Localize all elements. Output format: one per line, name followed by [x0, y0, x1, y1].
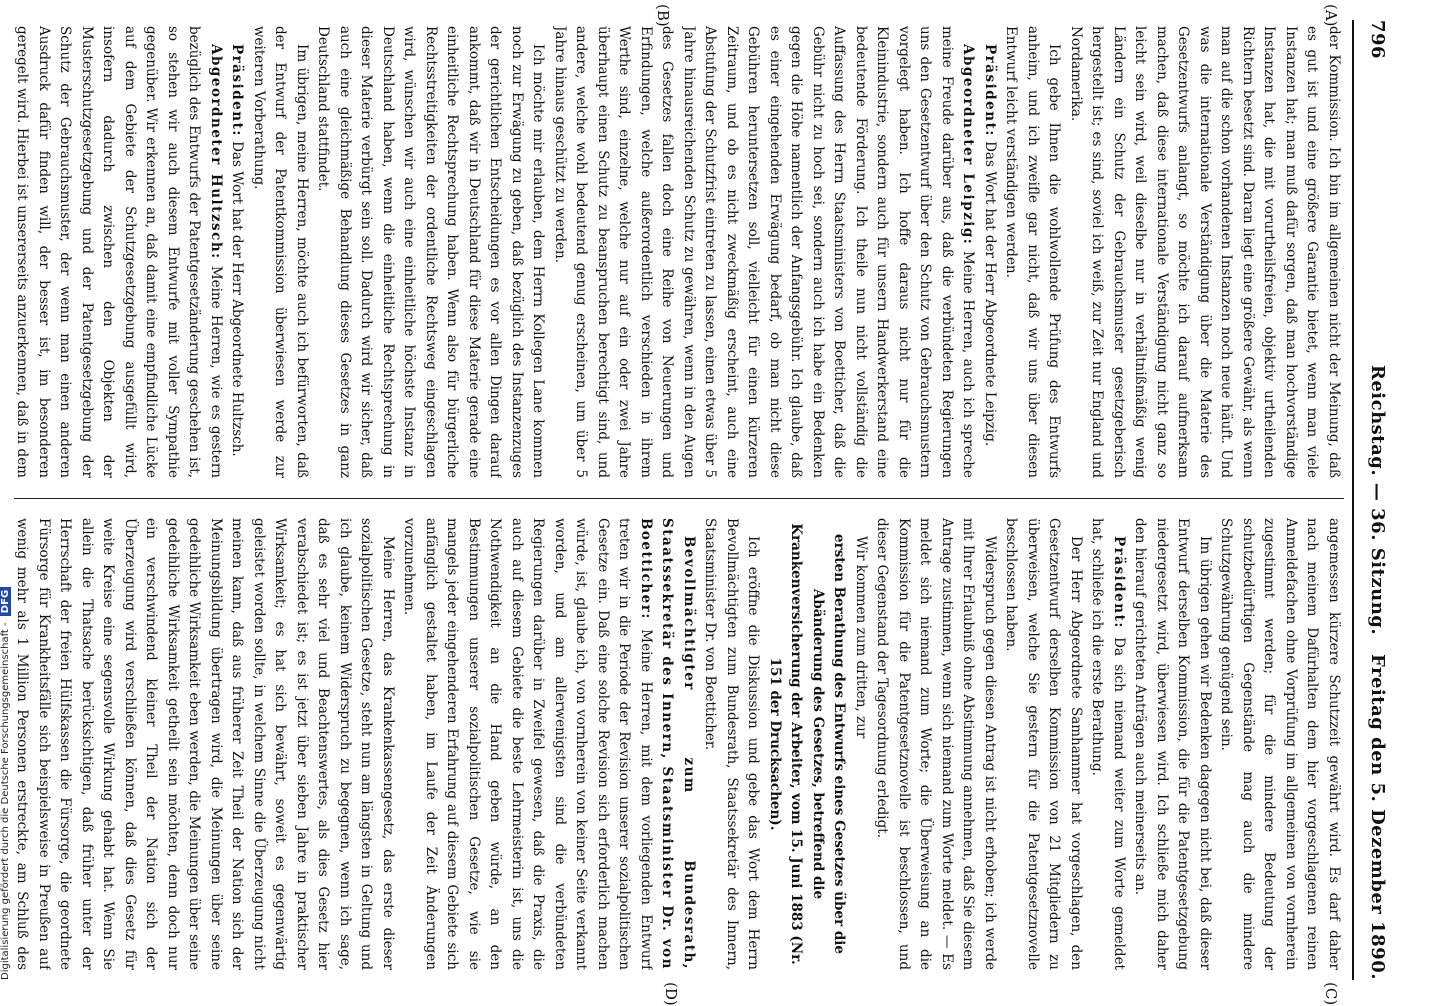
paragraph-text: der Kommission. Ich bin im allgemeinen nicht der Meinung, daß es gut ist und eine größere Garantie bietet, wenn man viele Instanzen hat; man muß dafür sorgen, daß man hochvorständige Instanzen hat, die mit vorurtheilsfreien, objektiv urtheilenden Richtern besetzt sind. Daran liegt eine größere Gewähr, als wenn man auf die schon vorhandenen Instanzen noch neue häuft. Und was die internationale Verständigung über die Materie des Gesetzentwurfs anlangt, so möchte ich darauf aufmerksam machen, daß diese internationale Verständigung nicht ganz so leicht sein wird, weil dieselbe nur in verhältnißmäßig wenig Ländern ein Schutz der Gebrauchsmuster gesetzgeberisch hergestellt ist; es sind, soviel ich weiß, zur Zeit nur England und Nordamerika.: [1068, 26, 1342, 478]
paragraph: [1000, 518, 1086, 970]
footer-credit: Digitalisierung gefördert durch die Deutsche Forschungsgemeinschaft - DFG: [0, 587, 11, 980]
speaker-name: Abgeordneter Leipzig:: [960, 44, 977, 246]
paragraph: [312, 26, 549, 478]
paragraph: [248, 26, 313, 478]
paragraph-text: Das Wort hat der Herr Abgeordnete Leipzig.: [982, 136, 998, 447]
paragraph-text: angemessen kürzere Schutzzeit gewährt wird. Es darf daher nach meinem Dafürhalten dem hier vorgeschlagenen reinen Anmeldefachen ohne Vorprüfung im allgemeinen von vornherein zugestimmt werden; für die mindere Bedeutung der schutzbedürftigen Gegenstände mag auch die mindere Schutzgewährung genügend sein.: [1218, 518, 1342, 970]
page-header: [1352, 20, 1392, 980]
margin-marker-d: (D): [662, 982, 680, 1006]
paragraph: [871, 518, 1000, 970]
paragraph-text: Der Herr Abgeordnete Samhammer hat vorgeschlagen, den Gesetzentwurf derselben Kommission von 21 Mitgliedern zu überweisen, welche Sie gestern für die Patentgesetznovelle beschlossen haben.: [1003, 518, 1084, 970]
page-title: Reichstag. — 36. Sitzung.: [1367, 364, 1388, 636]
paragraph-text: Meine Herren, wie es gestern bezüglich des Entwurfs der Patentgesetzänderung geschehen ist, so stehen wir auch diesem Entwurfe mit voller Sympathie gegenüber. Wir erkennen an, daß damit eine empfindliche Lücke auf dem Gebiete der Schutzgesetzgebung ausgefüllt wird, insofern dadurch zwischen den Objekten der Musterschutzgesetzgebung und der Patentgesetzgebung der Schutz der Gebrauchsmuster, der wenn man einen anderen Ausdruck dafür finden will, der besser ist, im besonderen geregelt wird. Hierbei ist unsererseits anzuerkennen, daß in dem: [14, 26, 224, 478]
paragraph: [850, 518, 872, 970]
paragraph: [979, 26, 1001, 478]
paragraph-text: Da sich niemand weiter zum Worte gemeldet hat, schließe ich die erste Berathung.: [1089, 518, 1127, 970]
margin-marker-a: (A): [1322, 4, 1340, 27]
column-divider: [14, 498, 1344, 499]
paragraph: [1000, 26, 1065, 478]
paragraph-text: Ich möchte mir erlauben, dem Herrn Kollegen Lane kommen noch zur Erwägung zu geben, daß bezüglich des Instanzenzuges der gerichtlichen Entscheidungen es vor allen Dingen darauf ankommt, daß wir in Deutschland für diese Materie gerade eine einheitliche Rechtsprechung haben. Wenn also für bürgerliche Rechtsstreitigkeiten der ordentliche Rechtsweg eingeschlagen wird, wünschen wir auch eine einheitliche höchste Instanz in Deutschland haben, wenn die einheitliche Rechtsprechung in dieser Materie verbürgt sein soll. Dadurch wird wir sicher, daß auch eine gleichmäßige Behandlung dieses Gesetzes in ganz Deutschland stattfindet.: [315, 26, 547, 478]
margin-marker-c: (C): [1322, 982, 1340, 1006]
paragraph-text: Das Wort hat der Herr Abgeordnete Hultzsch.: [229, 136, 246, 457]
margin-marker-b: (B): [654, 4, 672, 27]
paragraph-text: ersten Berathung des Entwurfs eines Gesetzes über die Abänderung des Gesetzes, betreffend die Krankenversicherung der Arbeiter, vom 15. Juni 1883 (Nr. 151 der Drucksachen).: [767, 523, 848, 965]
paragraph-text: Meine Herren, mit dem vorliegenden Entwurf treten wir in die Periode der Revision unserer sozialpolitischen Gesetze ein. Daß eine solche Revision sich erforderlich machen würde, ist, glaube ich, von vornherein von keiner Seite verkannt worden, und am allerwenigsten sind die verbündeten Regierungen darüber in Zweifel gewesen, daß die Praxis, die auch auf diesem Gebiete die beste Lehrmeisterin ist, uns die Nothwendigkeit an die Hand geben würde, an den Bestimmungen unserer sozialpolitischen Gesetze, wie sie mangels jeder eingehenderen Erfahrung auf diesem Gebiete sich anfänglich gestaltet haben, im Laufe der Zeit Änderungen vorzunehmen.: [401, 518, 654, 970]
paragraph: [549, 26, 979, 478]
paragraph: [1086, 518, 1129, 970]
speaker-name: Präsident:: [982, 44, 998, 137]
right-column: [14, 518, 1344, 970]
paragraph-text: Meine Herren, auch ich spreche meine Freude darüber aus, daß die verbündeten Regierungen uns den Gesetzentwurf über den Schutz von Gebrauchsmustern vorgelegt haben. Ich hoffe daraus nicht nur für die Kleinindustrie, sondern auch für unsern Handwerkerstand eine bedeutende Förderung. Ich theile nun nicht vollständig die Auffassung des Herrn Staatsministers von Boetticher, daß die Gebühr nicht zu hoch sei, sondern auch ich habe ein Bedenken gegen die Höhe namentlich der Anfangsgebühr. Ich glaube, daß es einer eingehenden Erwägung bedarf, ob man nicht diese Gebühren heruntersetzen soll, vielleicht für einen kürzeren Zeitraum, und ob es nicht zweckmäßig erscheint, auch eine Abstufung der Schutzfrist eintreten zu lassen, einen etwas über 5 Jahre hinausreichenden Schutz zu gewähren, wenn in den Augen des Gesetzes fallen doch eine Reihe von Neuerungen und Erfindungen, welche außerordentlich verschieden in ihrem Werthe sind, einzelne, welche nur auf ein oder zwei Jahre überhaupt einen Schutz zu beanspruchen berechtigt sind, und andere, welche wohl bedeutend genug erscheinen, um über 5 Jahre hinaus geschützt zu werden.: [552, 26, 977, 478]
paragraph: [398, 518, 699, 970]
paragraph: [1129, 518, 1215, 970]
paragraph: [14, 26, 226, 478]
paragraph: [1065, 26, 1345, 478]
paragraph-text: Im übrigen gehen wir Bedenken dagegen nicht bei, daß dieser Entwurf derselben Kommission, die für die Patentgesetzgebung niedergesetzt wird, überwiesen wird. Ich schließe mich daher den hierauf gerichteten Anträgen auch meinerseits an.: [1132, 518, 1213, 970]
speaker-name: Präsident:: [229, 44, 246, 137]
dfg-logo: DFG: [0, 587, 11, 616]
speaker-name: Präsident:: [1111, 536, 1127, 629]
paragraph-text: Ich gebe Ihnen die wohlwollende Prüfung des Entwurfs anheim, und ich zweifle gar nicht, daß wir uns über diesen Entwurf leicht verständigen werden.: [1003, 26, 1063, 478]
speaker-name: Abgeordneter Hultzsch:: [208, 44, 224, 260]
paragraph-text: Widerspruch gegen diesen Antrag ist nicht erhoben; ich werde mit Ihrer Erlaubniß ohne Abstimmung annehmen, daß Sie diesem Antrage zustimmen, wenn sich niemand zum Worte meldet. — Es meldet sich niemand zum Worte; die Überweisung an die Kommission für die Patentgesetznovelle ist beschlossen, und dieser Gegenstand der Tagesordnung erledigt.: [874, 518, 998, 970]
paragraph: [1215, 518, 1344, 970]
paragraph: [14, 518, 398, 970]
session-date: Freitag den 5. Dezember 1890.: [1367, 654, 1388, 980]
paragraph-text: Ich eröffne die Diskussion und gebe das Wort dem Herrn Bevollmächtigten zum Bundesrath, Staatssekretär des Innern, Staatsminister Dr. von Boetticher.: [702, 518, 762, 970]
footer-text: Digitalisierung gefördert durch die Deutsche Forschungsgemeinschaft: [0, 629, 11, 980]
paragraph-text: Im übrigen, meine Herren, möchte auch ich befürworten, daß der Entwurf der Patentkommission überwiesen werde zur weiteren Vorberathung.: [251, 26, 310, 478]
paragraph-text: Wir kommen zum dritten, zur: [853, 536, 869, 739]
paragraph: [699, 518, 764, 970]
agenda-heading: [764, 518, 850, 970]
page-number: 796: [1367, 20, 1388, 60]
header-rule: [1352, 20, 1354, 980]
speaker-name: Bevollmächtigter zum Bundesrath, Staatssekretär des Innern, Staatsminister Dr. von Boetticher:: [638, 518, 697, 970]
left-column: [14, 26, 1344, 478]
paragraph: [226, 26, 248, 478]
paragraph-text: Meine Herren, das Krankenkassengesetz, das erste dieser sozialpolitischen Gesetze, steht nun am längsten in Geltung und ich glaube, keinem Widerspruch zu begegnen, wenn ich sage, daß es sehr viel und Beachtenswertes, als dies Gesetz hier verabschiedet ist; es ist jetzt über sieben Jahre in praktischer Wirksamkeit; es hat sich bewährt, soweit es gegenwärtig geleistet worden sollte, in welchem Sinne die Überzeugung nicht meinen kann, daß aus früherer Zeit Theil der Nation sich der Meinungsbildung übertragen wird, die Meinungen über seine gedeihliche Wirksamkeit eben werden, die Meinungen über seine gedeihliche Wirksamkeit getheilt sein möchten, denn doch nur ein verschwindend kleiner Theil der Nation sich der Überzeugung wird verschließen können, daß dies Gesetz für weite Kreise eine segensvolle Wirkung gehabt hat. Wenn Sie allein die Thatsache berücksichtigen, daß früher unter der Herrschaft der freien Hülfskassen die Fürsorge, die geordnete Fürsorge für Krankheitsfälle sich beispielsweise in Preußen auf wenig mehr als 1 Million Personen erstreckte, am Schluß des: [14, 518, 396, 970]
